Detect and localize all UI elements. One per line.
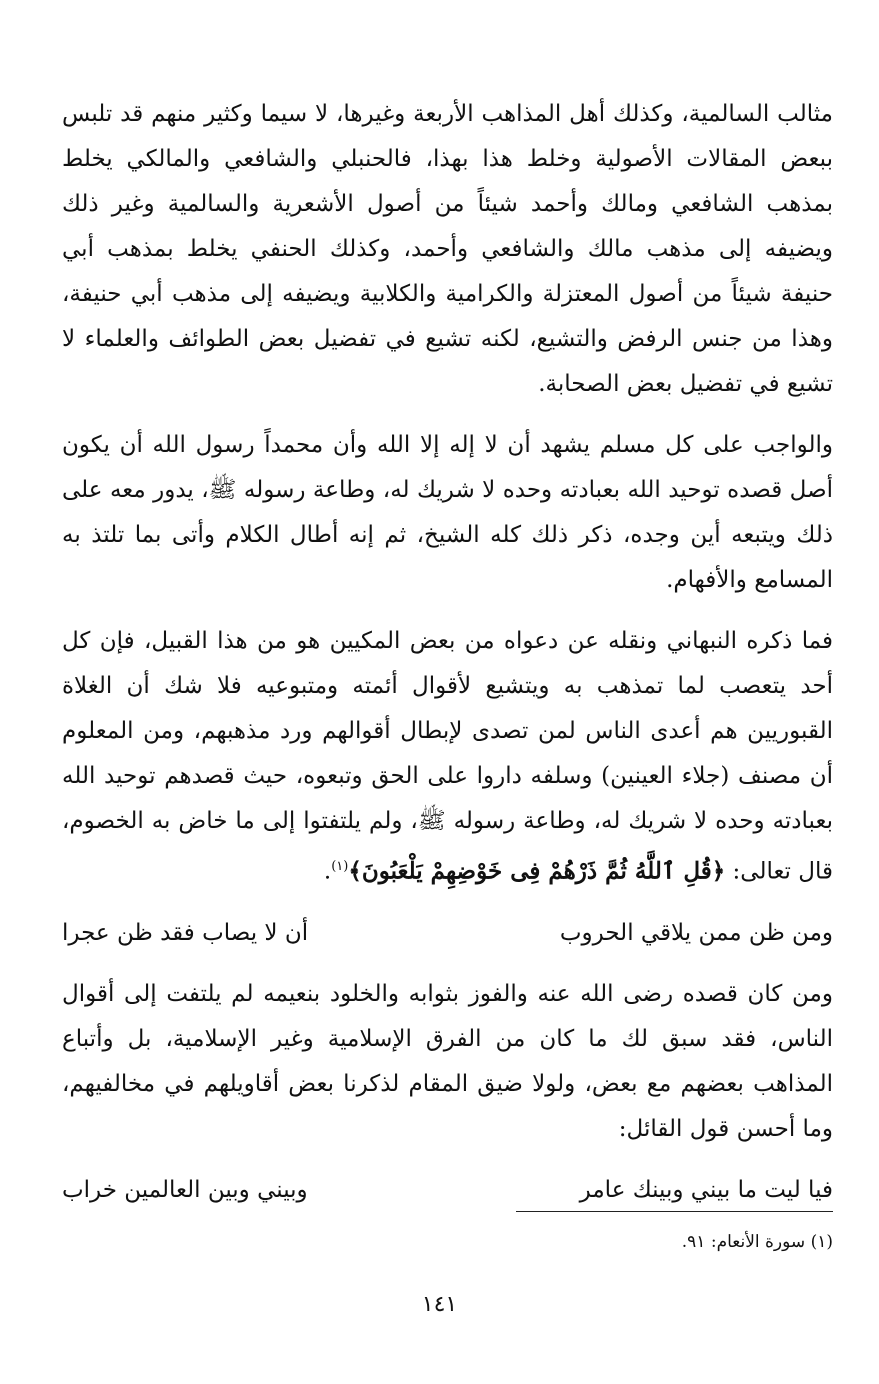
poetry-verse: [62, 1168, 833, 1213]
footnote-reference: (١): [331, 859, 349, 874]
verse-second-hemistich: وبيني وبين العالمين خراب: [62, 1176, 308, 1203]
paragraph-text: فما ذكره النبهاني ونقله عن دعواه من بعض المكيين هو من هذا القبيل، فإن كل أحد يتعصب لما تمذهب به ويتشيع لأقوال أئمته ومتبوعيه فلا شك أن الغلاة القبوريين هم أعدى الناس لمن تصدى لإبطال أقوالهم ورد مذهبهم، ومن المعلوم أن مصنف (جلاء العينين) وسلفه داروا على الحق وتبعوه، حيث قصدهم توحيد الله بعبادته وحده لا شريك له، وطاعة رسوله ﷺ، ولم يلتفتوا إلى ما خاض به الخصوم، قال تعالى:: [62, 628, 833, 885]
paragraph: مثالب السالمية، وكذلك أهل المذاهب الأربعة وغيرها، لا سيما وكثير منهم قد تلبس ببعض المقالات الأصولية وخلط هذا بهذا، فالحنبلي والشافعي والمالكي يخلط بمذهب الشافعي ومالك وأحمد شيئاً من أصول الأشعرية والسالمية وغير ذلك ويضيفه إلى مذهب مالك والشافعي وأحمد، وكذلك الحنفي يخلط بمذهب أبي حنيفة شيئاً من أصول المعتزلة والكرامية والكلابية ويضيفه إلى مذهب أبي حنيفة، وهذا من جنس الرفض والتشيع، لكنه تشيع في تفضيل بعض الطوائف والعلماء لا تشيع في تفضيل بعض الصحابة.: [62, 101, 833, 397]
quran-verse: ﴿قُلِ ٱللَّهُ ثُمَّ ذَرْهُمْ فِى خَوْضِهِمْ يَلْعَبُونَ﴾: [348, 857, 726, 885]
verse-second-hemistich: أن لا يصاب فقد ظن عجرا: [62, 919, 309, 946]
footnote-separator: [516, 1211, 833, 1212]
paragraph: فما ذكره النبهاني ونقله عن دعواه من بعض المكيين هو من هذا القبيل، فإن كل أحد يتعصب لما تمذهب به ويتشيع لأقوال أئمته ومتبوعيه فلا شك أن الغلاة القبوريين هم أعدى الناس لمن تصدى لإبطال أقوالهم ورد مذهبهم، ومن المعلوم أن مصنف (جلاء العينين) وسلفه داروا على الحق وتبعوه، حيث قصدهم توحيد الله بعبادته وحده لا شريك له، وطاعة رسوله ﷺ، ولم يلتفتوا إلى ما خاض به الخصوم، قال تعالى: ﴿قُلِ ٱللَّهُ ثُمَّ ذَرْهُمْ فِى خَوْضِهِمْ يَلْعَبُونَ﴾$^{(١)}$.: [62, 628, 833, 885]
page-number: ١٤١: [421, 1292, 458, 1317]
poetry-verse: [62, 911, 833, 956]
paragraph: والواجب على كل مسلم يشهد أن لا إله إلا الله وأن محمداً رسول الله أن يكون أصل قصده توحيد الله بعبادته وحده لا شريك له، وطاعة رسوله ﷺ، يدور معه على ذلك ويتبعه أين وجده، ذكر ذلك كله الشيخ، ثم إنه أطال الكلام وأتى بما تلتذ به المسامع والأفهام.: [62, 432, 833, 593]
verse-first-hemistich: ومن ظن ممن يلاقي الحروب: [559, 919, 833, 946]
verse-first-hemistich: فيا ليت ما بيني وبينك عامر: [579, 1176, 833, 1203]
page-body: [62, 92, 833, 1229]
paragraph: ومن كان قصده رضى الله عنه والفوز بثوابه والخلود بنعيمه لم يلتفت إلى أقوال الناس، فقد سبق لك ما كان من الفرق الإسلامية وغير الإسلامية، بل وأتباع المذاهب بعضهم مع بعض، ولولا ضيق المقام لذكرنا بعض أقاويلهم في مخالفيهم، وما أحسن قول القائل:: [62, 980, 833, 1142]
footnote: (١) سورة الأنعام: ٩١.: [681, 1232, 833, 1252]
